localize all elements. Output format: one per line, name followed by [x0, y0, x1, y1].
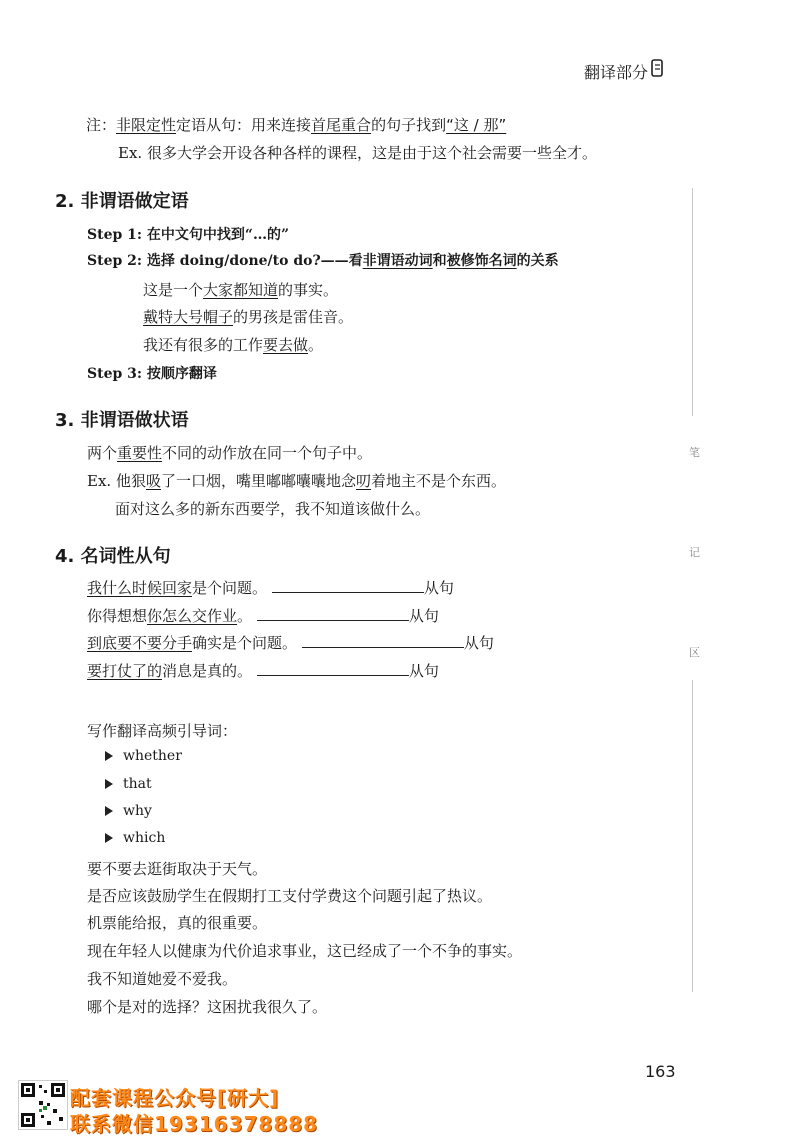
underlined-text: 吸 [145, 472, 161, 490]
text: 了一口烟，嘴里嘟嘟囔囔地念 [161, 472, 357, 490]
qr-code-icon [18, 1080, 68, 1130]
text: 他狠 [115, 472, 146, 490]
suffix-label: 从句 [423, 579, 454, 597]
bullet-item [105, 776, 152, 792]
sentence: 机票能给报，真的很重要。 [87, 914, 268, 932]
text: 这是一个 [143, 281, 204, 299]
clause-item-4 [87, 660, 439, 681]
answer-blank[interactable] [257, 606, 409, 621]
leadin-text: 写作翻译高频引导词： [87, 722, 238, 740]
section-2-heading: 2. 非谓语做定语 [55, 191, 189, 212]
example-text: 很多大学会开设各种各样的课程，这是由于这个社会需要一些全才。 [146, 144, 597, 162]
suffix-label: 从句 [408, 662, 439, 680]
margin-line [692, 188, 693, 416]
step-1: Step 1: 在中文句中找到“…的” [87, 227, 290, 243]
margin-label: 笔 [689, 446, 700, 459]
page-number: 163 [645, 1062, 676, 1081]
clause-item-2 [87, 605, 439, 626]
underlined-text: 你怎么交作业 [147, 607, 238, 625]
text: 我还有很多的工作 [143, 336, 264, 354]
section-3-example-1 [87, 470, 506, 491]
answer-blank[interactable] [272, 578, 424, 593]
sentence: 要不要去逛街取决于天气。 [87, 860, 268, 878]
section-2-example-b [143, 306, 353, 327]
header-title: 翻译部分 [583, 63, 648, 82]
underlined-text: 到底要不要分手 [87, 634, 193, 652]
suffix-label: 从句 [463, 634, 494, 652]
suffix-label: 从句 [408, 607, 439, 625]
text: 你得想想 [87, 607, 148, 625]
underlined-text: 大家都知道 [203, 281, 279, 299]
text: 确实是个问题。 [192, 634, 298, 652]
text: 是个问题。 [192, 579, 268, 597]
note-line [86, 114, 506, 135]
underlined-text: 戴特大号帽子 [143, 308, 234, 326]
section-3-line-1 [87, 442, 372, 463]
section-4-heading: 4. 名词性从句 [55, 546, 171, 567]
text: 。 [308, 336, 324, 354]
arrow-bullet-icon [105, 806, 113, 816]
note-example [118, 142, 597, 163]
text: 。 [237, 607, 253, 625]
underlined-text: 我什么时候回家 [87, 579, 193, 597]
note-text-3: 的句子找到 [371, 116, 447, 134]
note-text-2: 定语从句：用来连接 [176, 116, 312, 134]
margin-line [692, 680, 693, 992]
step-2-mid: 和 [432, 253, 447, 269]
sentence: 我不知道她爱不爱我。 [87, 970, 238, 988]
section-2-example-a [143, 279, 338, 300]
bullet-text: why [123, 803, 152, 819]
note-prefix: 注： [86, 116, 117, 134]
bullet-text: which [123, 830, 166, 846]
clause-item-1 [87, 577, 454, 598]
notebook-icon [650, 58, 664, 78]
bullet-text: whether [123, 748, 182, 764]
text: 消息是真的。 [162, 662, 253, 680]
margin-label: 区 [689, 646, 700, 659]
bullet-item [105, 830, 165, 846]
note-term-2: 首尾重合 [311, 116, 372, 134]
margin-label: 记 [689, 546, 700, 559]
text: 的事实。 [278, 281, 339, 299]
sentence: 现在年轻人以健康为代价追求事业，这已经成了一个不争的事实。 [87, 942, 523, 960]
example-label: Ex. [87, 472, 112, 490]
bullet-item [105, 803, 152, 819]
sentence: 是否应该鼓励学生在假期打工支付学费这个问题引起了热议。 [87, 887, 493, 905]
section-3-example-2: 面对这么多的新东西要学，我不知道该做什么。 [115, 500, 431, 518]
step-2-suffix: 的关系 [516, 253, 559, 269]
text: 不同的动作放在同一个句子中。 [162, 444, 373, 462]
watermark-line-1: 配套课程公众号[研大] [70, 1086, 280, 1110]
answer-blank[interactable] [257, 661, 409, 676]
step-2-prefix: Step 2: 选择 doing/done/to do?——看 [87, 253, 363, 269]
step-2 [87, 250, 559, 270]
arrow-bullet-icon [105, 779, 113, 789]
text: 的男孩是雷佳音。 [233, 308, 354, 326]
underlined-text: 要去做 [263, 336, 309, 354]
section-3-heading: 3. 非谓语做状语 [55, 410, 189, 431]
section-2-example-c [143, 334, 323, 355]
step-2-term-2: 被修饰名词 [446, 253, 517, 269]
text: 两个 [87, 444, 118, 462]
example-label: Ex. [118, 144, 143, 162]
underlined-text: 要打仗了的 [87, 662, 163, 680]
step-3: Step 3: 按顺序翻译 [87, 366, 217, 382]
arrow-bullet-icon [105, 751, 113, 761]
note-quote: “这 / 那” [446, 116, 507, 134]
bullet-text: that [123, 776, 152, 792]
step-2-term-1: 非谓语动词 [362, 253, 433, 269]
sentence: 哪个是对的选择？这困扰我很久了。 [87, 998, 328, 1016]
note-term: 非限定性 [116, 116, 177, 134]
answer-blank[interactable] [302, 633, 464, 648]
underlined-text: 重要性 [117, 444, 163, 462]
watermark-line-2: 联系微信19316378888 [70, 1112, 319, 1136]
text: 着地主不是个东西。 [371, 472, 507, 490]
underlined-text: 叨 [356, 472, 372, 490]
bullet-item [105, 748, 182, 764]
arrow-bullet-icon [105, 833, 113, 843]
clause-item-3 [87, 632, 494, 653]
